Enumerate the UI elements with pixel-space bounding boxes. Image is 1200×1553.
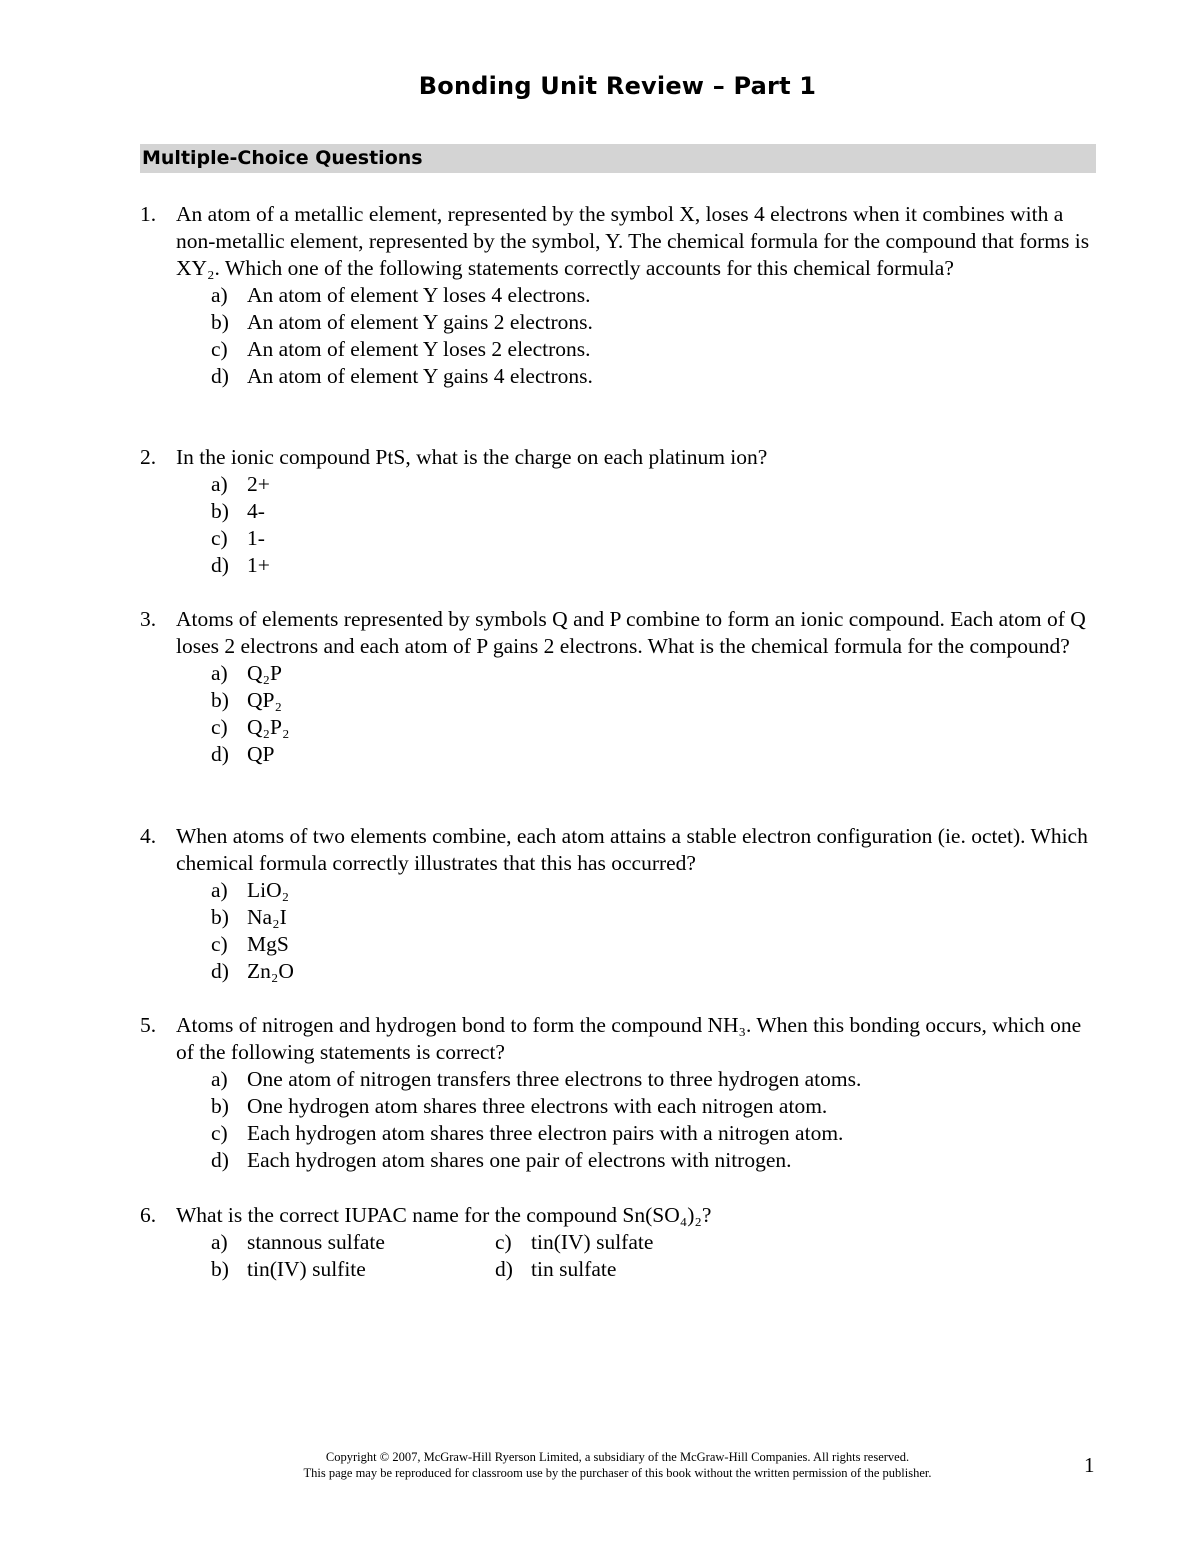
option-a xyxy=(211,1066,1100,1093)
question-number: 1. xyxy=(140,202,157,226)
question-text: Atoms of nitrogen and hydrogen bond to form the compound NH₃. When this bonding occurs, which one of the following statements is correct? xyxy=(176,1013,1082,1064)
option-c xyxy=(495,1229,795,1256)
option-letter: b) xyxy=(211,688,229,712)
option-letter: c) xyxy=(211,337,228,361)
question-number: 3. xyxy=(140,607,157,631)
option-text: Na₂I xyxy=(247,905,287,929)
question-5 xyxy=(140,1012,1100,1174)
option-text: Q₂P₂ xyxy=(247,715,290,739)
option-letter: c) xyxy=(211,715,228,739)
option-text: MgS xyxy=(247,932,289,956)
option-text: tin(IV) sulfite xyxy=(247,1257,366,1281)
option-text: An atom of element Y gains 4 electrons. xyxy=(247,364,593,388)
section-header xyxy=(140,144,1096,173)
question-number: 5. xyxy=(140,1013,157,1037)
option-letter: a) xyxy=(211,661,228,685)
question-1 xyxy=(140,201,1100,390)
option-c xyxy=(211,1120,1100,1147)
option-c xyxy=(211,525,1100,552)
option-text: stannous sulfate xyxy=(247,1230,385,1254)
section-title: Multiple-Choice Questions xyxy=(142,147,423,169)
option-text: 4- xyxy=(247,499,265,523)
option-c xyxy=(211,336,1100,363)
option-letter: d) xyxy=(211,742,229,766)
option-list xyxy=(211,660,1100,768)
option-letter: d) xyxy=(495,1257,513,1281)
option-letter: d) xyxy=(211,553,229,577)
option-letter: d) xyxy=(211,959,229,983)
question-text: Atoms of elements represented by symbols Q and P combine to form an ionic compound. Each atom of Q loses 2 electrons and each atom of P gains 2 electrons. What is the chemical formula for the compound? xyxy=(176,607,1086,658)
option-d xyxy=(495,1256,795,1283)
option-a xyxy=(211,282,1100,309)
option-text: QP₂ xyxy=(247,688,282,712)
option-list xyxy=(211,471,1100,579)
option-letter: a) xyxy=(211,283,228,307)
option-letter: c) xyxy=(211,1121,228,1145)
option-letter: c) xyxy=(211,932,228,956)
option-text: One hydrogen atom shares three electrons with each nitrogen atom. xyxy=(247,1094,828,1118)
option-text: tin sulfate xyxy=(531,1257,617,1281)
question-2 xyxy=(140,444,1100,579)
option-text: An atom of element Y loses 2 electrons. xyxy=(247,337,591,361)
option-text: One atom of nitrogen transfers three electrons to three hydrogen atoms. xyxy=(247,1067,862,1091)
option-letter: a) xyxy=(211,1067,228,1091)
option-letter: a) xyxy=(211,1230,228,1254)
footer-permission: This page may be reproduced for classroom use by the purchaser of this book without the written permission of the publisher. xyxy=(303,1466,932,1480)
option-d xyxy=(211,1147,1100,1174)
question-number: 4. xyxy=(140,824,157,848)
option-text: QP xyxy=(247,742,275,766)
option-letter: c) xyxy=(495,1230,512,1254)
option-c xyxy=(211,714,1100,741)
question-3 xyxy=(140,606,1100,768)
option-letter: d) xyxy=(211,364,229,388)
option-grid xyxy=(211,1229,1100,1283)
option-text: An atom of element Y loses 4 electrons. xyxy=(247,283,591,307)
option-a xyxy=(211,660,1100,687)
option-d xyxy=(211,741,1100,768)
question-6 xyxy=(140,1202,1100,1283)
option-text: Zn₂O xyxy=(247,959,294,983)
option-d xyxy=(211,552,1100,579)
question-text: What is the correct IUPAC name for the compound Sn(SO₄)₂? xyxy=(176,1203,712,1227)
option-c xyxy=(211,931,1100,958)
footer-copyright: Copyright © 2007, McGraw-Hill Ryerson Limited, a subsidiary of the McGraw-Hill Companies. All rights reserved. xyxy=(325,1450,910,1464)
option-b xyxy=(211,904,1100,931)
question-text: When atoms of two elements combine, each atom attains a stable electron configuration (ie. octet). Which chemical formula correctly illustrates that this has occurred? xyxy=(176,824,1088,875)
question-number: 6. xyxy=(140,1203,157,1227)
option-list xyxy=(211,282,1100,390)
option-b xyxy=(211,1256,511,1283)
option-text: 1+ xyxy=(247,553,270,577)
option-text: LiO₂ xyxy=(247,878,290,902)
option-text: 1- xyxy=(247,526,265,550)
option-a xyxy=(211,877,1100,904)
option-letter: d) xyxy=(211,1148,229,1172)
option-d xyxy=(211,363,1100,390)
option-b xyxy=(211,309,1100,336)
option-letter: b) xyxy=(211,1257,229,1281)
question-text: In the ionic compound PtS, what is the charge on each platinum ion? xyxy=(176,445,768,469)
page-number: 1 xyxy=(1084,1453,1095,1477)
option-d xyxy=(211,958,1100,985)
option-text: tin(IV) sulfate xyxy=(531,1230,654,1254)
option-letter: b) xyxy=(211,499,229,523)
question-number: 2. xyxy=(140,445,157,469)
option-a xyxy=(211,471,1100,498)
option-a xyxy=(211,1229,511,1256)
option-letter: a) xyxy=(211,472,228,496)
option-b xyxy=(211,498,1100,525)
option-text: Each hydrogen atom shares one pair of electrons with nitrogen. xyxy=(247,1148,792,1172)
option-letter: b) xyxy=(211,310,229,334)
page-title: Bonding Unit Review – Part 1 xyxy=(418,72,817,100)
option-text: Each hydrogen atom shares three electron pairs with a nitrogen atom. xyxy=(247,1121,844,1145)
option-letter: c) xyxy=(211,526,228,550)
option-list xyxy=(211,1066,1100,1174)
question-4 xyxy=(140,823,1100,985)
question-text: An atom of a metallic element, represented by the symbol X, loses 4 electrons when it combines with a non-metallic element, represented by the symbol, Y. The chemical formula for the compound that forms is XY₂. Which one of the following statements correctly accounts for this chemical formula? xyxy=(176,202,1090,280)
option-b xyxy=(211,1093,1100,1120)
option-text: Q₂P xyxy=(247,661,282,685)
option-list xyxy=(211,877,1100,985)
option-text: An atom of element Y gains 2 electrons. xyxy=(247,310,593,334)
option-letter: b) xyxy=(211,1094,229,1118)
option-text: 2+ xyxy=(247,472,270,496)
option-b xyxy=(211,687,1100,714)
option-letter: a) xyxy=(211,878,228,902)
option-letter: b) xyxy=(211,905,229,929)
